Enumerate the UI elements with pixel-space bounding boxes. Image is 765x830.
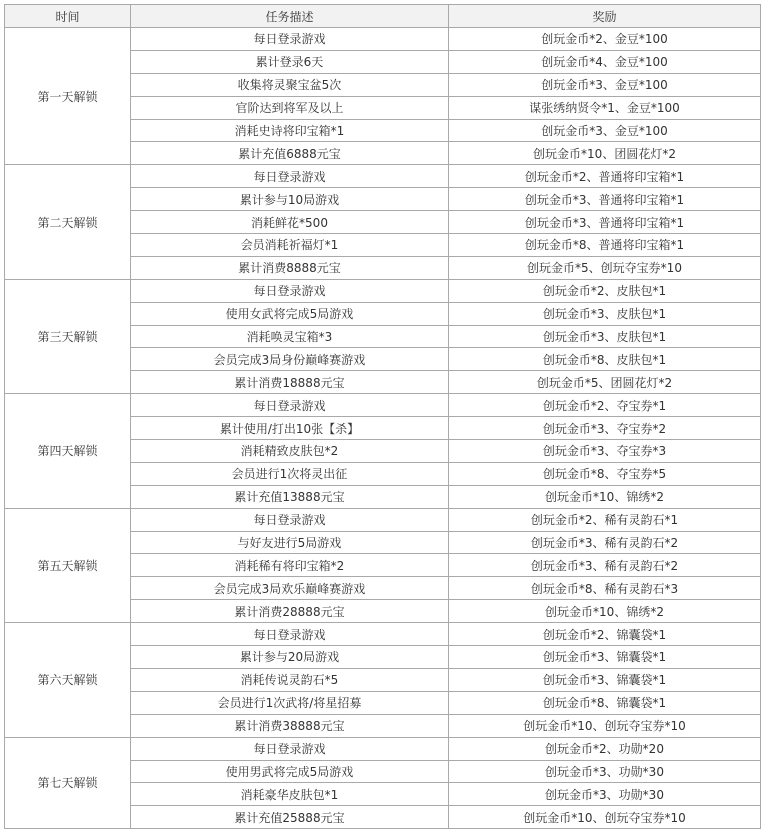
reward: 创玩金币*3、金豆*100	[449, 73, 761, 96]
task-description: 累计参与10局游戏	[131, 188, 449, 211]
reward: 创玩金币*2、金豆*100	[449, 28, 761, 51]
task-description: 官阶达到将军及以上	[131, 96, 449, 119]
reward: 创玩金币*3、功勋*30	[449, 760, 761, 783]
reward: 创玩金币*5、创玩夺宝券*10	[449, 256, 761, 279]
reward: 创玩金币*3、夺宝券*2	[449, 417, 761, 440]
header-row	[5, 5, 761, 28]
table-row	[5, 394, 761, 417]
reward: 创玩金币*10、团圆花灯*2	[449, 142, 761, 165]
day-label: 第四天解锁	[5, 394, 131, 508]
task-description: 会员完成3局欢乐巅峰赛游戏	[131, 577, 449, 600]
task-description: 累计充值25888元宝	[131, 806, 449, 829]
reward: 创玩金币*8、普通将印宝箱*1	[449, 234, 761, 257]
task-reward-table	[4, 4, 761, 829]
day-label: 第六天解锁	[5, 623, 131, 737]
reward: 创玩金币*3、普通将印宝箱*1	[449, 211, 761, 234]
reward: 创玩金币*3、锦囊袋*1	[449, 668, 761, 691]
reward: 创玩金币*3、皮肤包*1	[449, 302, 761, 325]
reward: 创玩金币*4、金豆*100	[449, 50, 761, 73]
reward: 创玩金币*3、稀有灵韵石*2	[449, 531, 761, 554]
day-label: 第七天解锁	[5, 737, 131, 829]
reward: 创玩金币*5、团圆花灯*2	[449, 371, 761, 394]
reward: 创玩金币*3、金豆*100	[449, 119, 761, 142]
task-description: 消耗豪华皮肤包*1	[131, 783, 449, 806]
table-row	[5, 623, 761, 646]
reward: 创玩金币*10、创玩夺宝券*10	[449, 714, 761, 737]
task-description: 累计参与20局游戏	[131, 646, 449, 669]
task-description: 每日登录游戏	[131, 623, 449, 646]
reward: 创玩金币*3、皮肤包*1	[449, 325, 761, 348]
task-description: 会员消耗祈福灯*1	[131, 234, 449, 257]
reward: 创玩金币*2、锦囊袋*1	[449, 623, 761, 646]
header-time: 时间	[5, 5, 131, 28]
task-description: 每日登录游戏	[131, 737, 449, 760]
reward: 创玩金币*3、锦囊袋*1	[449, 646, 761, 669]
reward: 创玩金币*2、皮肤包*1	[449, 279, 761, 302]
reward: 创玩金币*8、锦囊袋*1	[449, 691, 761, 714]
task-description: 累计使用/打出10张【杀】	[131, 417, 449, 440]
day-label: 第一天解锁	[5, 28, 131, 165]
reward: 创玩金币*3、稀有灵韵石*2	[449, 554, 761, 577]
day-label: 第二天解锁	[5, 165, 131, 279]
task-description: 累计充值6888元宝	[131, 142, 449, 165]
table-header	[5, 5, 761, 28]
task-description: 收集将灵聚宝盆5次	[131, 73, 449, 96]
table-body	[5, 28, 761, 829]
table-row	[5, 28, 761, 51]
task-description: 每日登录游戏	[131, 28, 449, 51]
reward: 创玩金币*2、功勋*20	[449, 737, 761, 760]
task-description: 使用男武将完成5局游戏	[131, 760, 449, 783]
reward: 创玩金币*3、夺宝券*3	[449, 440, 761, 463]
table-row	[5, 737, 761, 760]
task-description: 累计充值13888元宝	[131, 485, 449, 508]
header-reward: 奖励	[449, 5, 761, 28]
task-description: 使用女武将完成5局游戏	[131, 302, 449, 325]
task-description: 消耗精致皮肤包*2	[131, 440, 449, 463]
reward: 创玩金币*2、普通将印宝箱*1	[449, 165, 761, 188]
reward: 创玩金币*8、皮肤包*1	[449, 348, 761, 371]
task-description: 累计消费28888元宝	[131, 600, 449, 623]
table-row	[5, 279, 761, 302]
task-description: 每日登录游戏	[131, 165, 449, 188]
reward: 创玩金币*8、夺宝券*5	[449, 462, 761, 485]
task-description: 每日登录游戏	[131, 508, 449, 531]
reward: 创玩金币*3、功勋*30	[449, 783, 761, 806]
reward: 创玩金币*2、夺宝券*1	[449, 394, 761, 417]
task-description: 消耗稀有将印宝箱*2	[131, 554, 449, 577]
task-description: 累计消费18888元宝	[131, 371, 449, 394]
reward: 创玩金币*10、锦绣*2	[449, 485, 761, 508]
task-description: 会员进行1次武将/将星招募	[131, 691, 449, 714]
task-description: 消耗鲜花*500	[131, 211, 449, 234]
task-description: 累计消费8888元宝	[131, 256, 449, 279]
task-description: 累计消费38888元宝	[131, 714, 449, 737]
reward: 创玩金币*10、锦绣*2	[449, 600, 761, 623]
task-description: 每日登录游戏	[131, 279, 449, 302]
reward: 谋张绣纳贤令*1、金豆*100	[449, 96, 761, 119]
task-description: 消耗史诗将印宝箱*1	[131, 119, 449, 142]
table-row	[5, 165, 761, 188]
day-label: 第三天解锁	[5, 279, 131, 393]
task-description: 累计登录6天	[131, 50, 449, 73]
task-description: 消耗唤灵宝箱*3	[131, 325, 449, 348]
task-description: 消耗传说灵韵石*5	[131, 668, 449, 691]
header-task: 任务描述	[131, 5, 449, 28]
reward: 创玩金币*8、稀有灵韵石*3	[449, 577, 761, 600]
task-description: 每日登录游戏	[131, 394, 449, 417]
table-row	[5, 508, 761, 531]
day-label: 第五天解锁	[5, 508, 131, 622]
task-description: 会员进行1次将灵出征	[131, 462, 449, 485]
task-description: 与好友进行5局游戏	[131, 531, 449, 554]
reward: 创玩金币*2、稀有灵韵石*1	[449, 508, 761, 531]
reward: 创玩金币*10、创玩夺宝券*10	[449, 806, 761, 829]
reward: 创玩金币*3、普通将印宝箱*1	[449, 188, 761, 211]
task-description: 会员完成3局身份巅峰赛游戏	[131, 348, 449, 371]
